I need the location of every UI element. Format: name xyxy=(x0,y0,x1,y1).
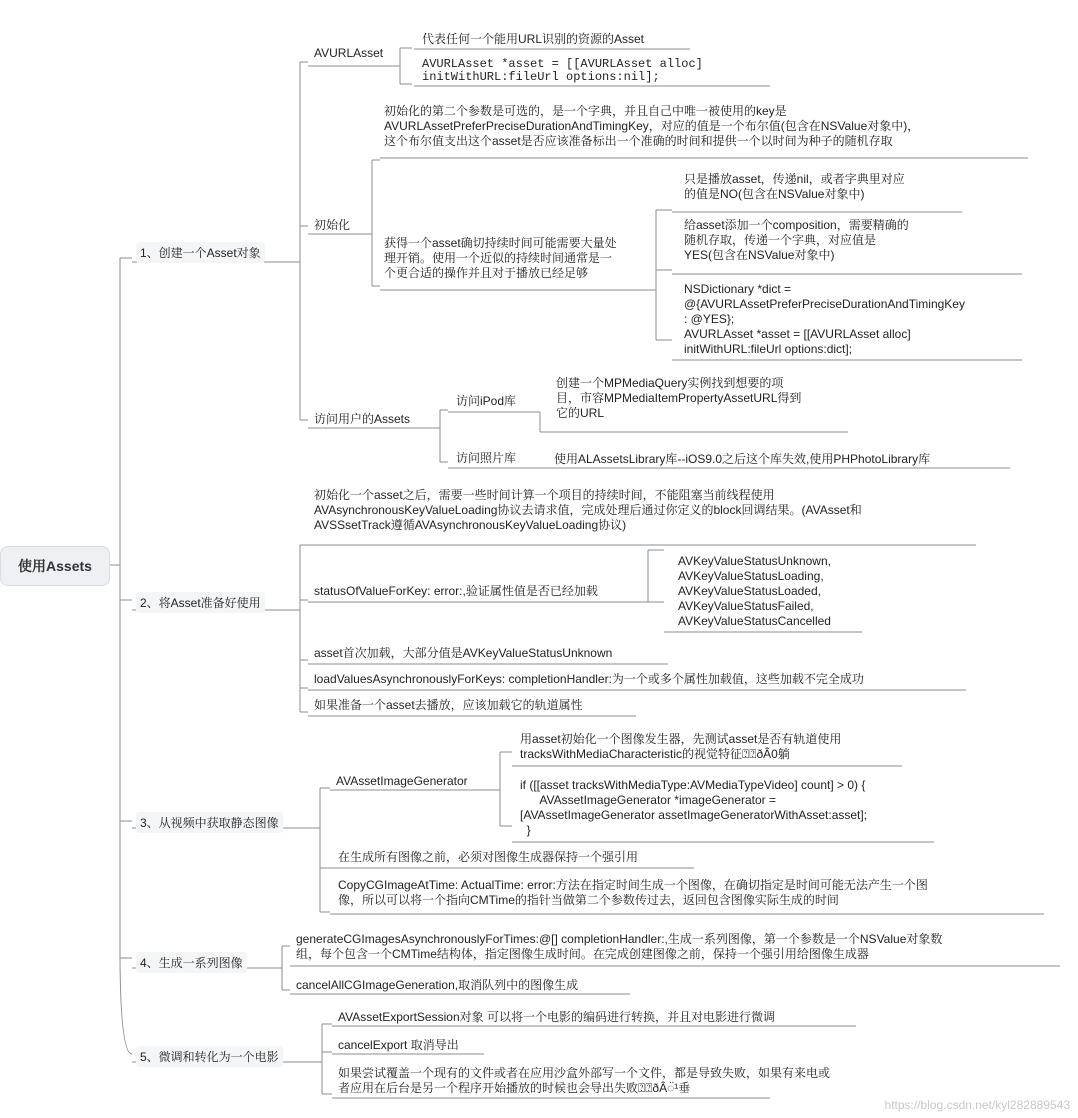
text-line: 只是播放asset，传递nil，或者字典里对应 xyxy=(684,172,905,186)
text-line: 它的URL xyxy=(556,406,605,420)
node-load-values: loadValuesAsynchronouslyForKeys: completionHandler:为一个或多个属性加载值，这些加载不完全成功 xyxy=(314,672,864,686)
text-line: [AVAssetImageGenerator assetImageGeneratorWithAsset:asset]; xyxy=(520,808,868,822)
text-line: 获得一个asset确切持续时间可能需要大量处 xyxy=(384,236,617,250)
node-photo-library: 访问照片库 xyxy=(456,451,517,465)
node-avurlasset-code xyxy=(422,58,703,84)
text-line: AVKeyValueStatusUnknown, xyxy=(678,554,831,568)
node-load-tracks: 如果准备一个asset去播放，应该加载它的轨道属性 xyxy=(314,698,583,712)
text-line: initWithURL:fileUrl options:dict]; xyxy=(684,342,853,356)
text-line: 这个布尔值支出这个asset是否应该准备标出一个准确的时间和提供一个以时间为种子的随机存取 xyxy=(384,134,893,148)
text-line: AVKeyValueStatusLoading, xyxy=(678,569,824,583)
text-line: 者应用在后台是另一个程序开始播放的时候也会导出失败⍰⍰ðÂ◌̈¹垂 xyxy=(338,1081,691,1095)
node-image-generator: AVAssetImageGenerator xyxy=(336,774,468,788)
text-line: 组，每个包含一个CMTime结构体，指定图像生成时间。在完成创建图像之前，保持一个强引用给图像生成器 xyxy=(296,947,869,961)
text-line: 个更合适的操作并且对于播放已经足够 xyxy=(384,266,589,280)
text-line: 创建一个MPMediaQuery实例找到想要的项 xyxy=(556,376,784,390)
node-precise-duration xyxy=(384,236,617,281)
node-image-generator-desc xyxy=(520,732,841,762)
node-access-assets: 访问用户的Assets xyxy=(314,412,411,426)
node-leaf-nil xyxy=(684,172,905,202)
text-line: AVSSsetTrack遵循AVAsynchronousKeyValueLoading协议) xyxy=(314,518,627,532)
text-line: AVKeyValueStatusLoaded, xyxy=(678,584,821,598)
text-line: : @YES}; xyxy=(684,312,735,326)
text-line: 的值是NO(包含在NSValue对象中) xyxy=(684,187,865,201)
text-line: 理开销。使用一个近似的持续时间通常是一 xyxy=(384,251,613,265)
text-line: @{AVURLAssetPreferPreciseDurationAndTimingKey xyxy=(684,297,965,311)
node-status-values xyxy=(678,554,831,629)
node-export-session: AVAssetExportSession对象 可以将一个电影的编码进行转换，并且对电影进行微调 xyxy=(338,1010,775,1024)
text-line: if ([[asset tracksWithMediaType:AVMediaTypeVideo] count] > 0) { xyxy=(520,778,866,792)
text-line: 初始化的第二个参数是可选的，是一个字典，并且自己中唯一被使用的key是 xyxy=(384,104,787,118)
root-node: 使用Assets xyxy=(0,546,110,586)
branch-create-asset: 1、创建一个Asset对象 xyxy=(136,242,265,263)
text-line: 随机存取，传递一个字典，对应值是 xyxy=(684,233,877,247)
text-line: 给asset添加一个composition，需要精确的 xyxy=(684,218,909,232)
node-avurlasset: AVURLAsset xyxy=(314,46,384,60)
node-cancel-export: cancelExport 取消导出 xyxy=(338,1038,459,1052)
text-line: 像，所以可以将一个指向CMTime的指针当做第二个参数传过去，返回包含图像实际生成的时间 xyxy=(338,893,839,907)
text-line: NSDictionary *dict = xyxy=(684,282,792,296)
text-line: CopyCGImageAtTime: ActualTime: error:方法在指定时间生成一个图像，在确切指定是时间可能无法产生一个图 xyxy=(338,878,928,892)
text-line: AVKeyValueStatusFailed, xyxy=(678,599,814,613)
node-strong-reference: 在生成所有图像之前，必须对图像生成器保持一个强引用 xyxy=(338,850,639,864)
node-leaf-composition xyxy=(684,218,909,263)
node-copy-cgimage xyxy=(338,878,928,908)
node-photo-desc: 使用ALAssetsLibrary库--iOS9.0之后这个库失效,使用PHPhotoLibrary库 xyxy=(554,452,931,466)
text-line: 如果尝试覆盖一个现有的文件或者在应用沙盒外部写一个文件，都是导致失败，如果有来电或 xyxy=(338,1066,831,1080)
text-line: AVAssetImageGenerator *imageGenerator = xyxy=(520,793,777,807)
node-status-of-value: statusOfValueForKey: error:,验证属性值是否已经加载 xyxy=(314,584,598,598)
text-line: AVAsynchronousKeyValueLoading协议去请求值，完成处理后通过你定义的block回调结果。(AVAsset和 xyxy=(314,503,862,517)
code-line: AVURLAsset *asset = [[AVURLAsset alloc] xyxy=(422,57,703,71)
node-ipod-library: 访问iPod库 xyxy=(456,394,517,408)
text-line: } xyxy=(520,823,531,837)
text-line: AVURLAsset *asset = [[AVURLAsset alloc] xyxy=(684,327,911,341)
branch-image-series: 4、生成一系列图像 xyxy=(136,952,247,973)
node-leaf-code xyxy=(684,282,965,357)
node-init-desc xyxy=(384,104,919,149)
node-generate-images xyxy=(296,932,942,962)
text-line: tracksWithMediaCharacteristic的视觉特征⍰⍰ðÂ0躺 xyxy=(520,747,790,761)
code-line: initWithURL:fileUrl options:nil]; xyxy=(422,70,660,84)
text-line: AVKeyValueStatusCancelled xyxy=(678,614,831,628)
node-cancel-generation: cancelAllCGImageGeneration,取消队列中的图像生成 xyxy=(296,978,579,992)
watermark: https://blog.csdn.net/kyl282889543 xyxy=(884,1098,1070,1112)
branch-static-image: 3、从视频中获取静态图像 xyxy=(136,812,283,833)
branch-prepare-asset: 2、将Asset准备好使用 xyxy=(136,592,265,613)
text-line: 用asset初始化一个图像发生器，先测试asset是否有轨道使用 xyxy=(520,732,842,746)
branch-convert-movie: 5、微调和转化为一个电影 xyxy=(136,1046,283,1067)
node-prepare-intro xyxy=(314,488,862,533)
node-export-fail xyxy=(338,1066,830,1096)
text-line: generateCGImagesAsynchronouslyForTimes:@[] completionHandler:,生成一系列图像，第一个参数是一个NSValue对象数 xyxy=(296,932,943,946)
node-init: 初始化 xyxy=(314,218,351,232)
node-ipod-desc xyxy=(556,376,801,421)
text-line: AVURLAssetPreferPreciseDurationAndTimingKey，对应的值是一个布尔值(包含在NSValue对象中)， xyxy=(384,119,920,133)
text-line: 目，市容MPMediaItemPropertyAssetURL得到 xyxy=(556,391,802,405)
text-line: 初始化一个asset之后，需要一些时间计算一个项目的持续时间，不能阻塞当前线程使用 xyxy=(314,488,775,502)
text-line: YES(包含在NSValue对象中) xyxy=(684,248,835,262)
node-first-load: asset首次加载，大部分值是AVKeyValueStatusUnknown xyxy=(314,646,613,660)
node-image-generator-code xyxy=(520,778,867,838)
node-avurlasset-desc: 代表任何一个能用URL识别的资源的Asset xyxy=(422,32,645,46)
